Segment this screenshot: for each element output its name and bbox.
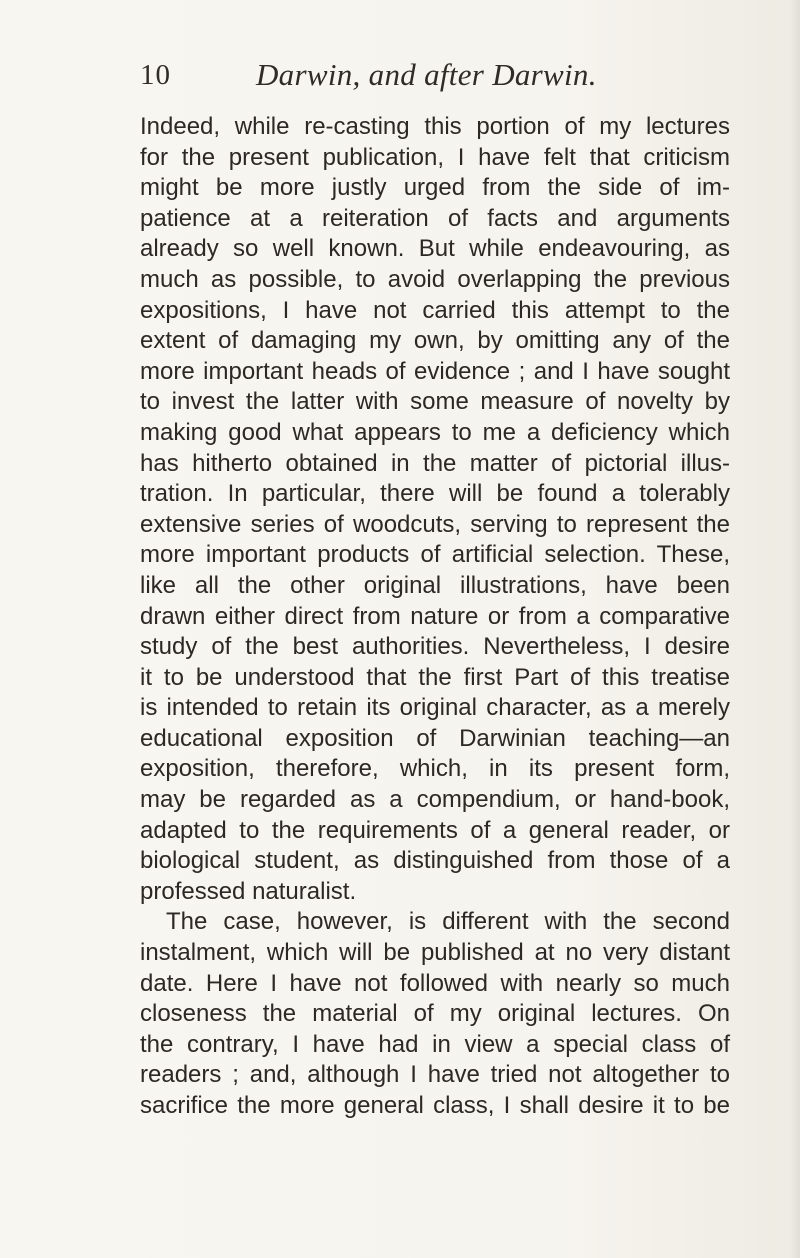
text-line: patience at a reiteration of facts and arguments [140,204,730,232]
text-line: readers ; and, although I have tried not altogether to [140,1061,730,1089]
body-text [140,112,730,1122]
text-line: like all the other original illustrations, have been [140,571,730,599]
text-line: sacrifice the more general class, I shall desire it to be [140,1092,730,1119]
text-line: tration. In particular, there will be found a tolerably [140,480,730,508]
text-line: to invest the latter with some measure of novelty by [140,388,730,416]
text-line: may be regarded as a compendium, or hand-book, [140,786,730,814]
text-line: might be more justly urged from the side of im- [140,174,730,202]
text-line: much as possible, to avoid overlapping the previous [140,265,730,293]
text-line: more important heads of evidence ; and I have sought [140,357,730,385]
page-edge-shadow [790,0,800,1258]
text-line: educational exposition of Darwinian teaching—an [140,724,730,752]
paragraph-start-line: The case, however, is different with the second [166,908,730,936]
text-line: the contrary, I have had in view a special class of [140,1030,730,1058]
running-title: Darwin, and after Darwin. [256,57,597,92]
text-line: adapted to the requirements of a general reader, or [140,816,730,844]
text-line: study of the best authorities. Nevertheless, I desire [140,633,730,661]
text-line: it to be understood that the first Part of this treatise [140,663,730,691]
text-line: closeness the material of my original lectures. On [140,1000,730,1028]
text-line: making good what appears to me a deficiency which [140,418,730,446]
paragraph-end-line: professed naturalist. [140,877,357,905]
text-line: drawn either direct from nature or from a comparative [140,602,730,630]
text-line: date. Here I have not followed with nearly so much [140,969,730,997]
page-number: 10 [140,59,171,91]
text-line: for the present publication, I have felt that criticism [140,143,730,171]
text-line: more important products of artificial selection. These, [140,541,730,569]
text-line: expositions, I have not carried this attempt to the [140,296,730,324]
text-line: already so well known. But while endeavouring, as [140,235,730,263]
text-line: has hitherto obtained in the matter of pictorial illus- [140,449,730,477]
text-line: extent of damaging my own, by omitting any of the [140,327,730,355]
running-head [140,52,730,98]
text-line: instalment, which will be published at no very distant [140,939,730,967]
text-line: is intended to retain its original character, as a merely [140,694,730,722]
text-line: biological student, as distinguished from those of a [140,847,730,875]
text-line: exposition, therefore, which, in its present form, [140,755,730,783]
text-line: Indeed, while re-casting this portion of my lectures [140,113,730,140]
text-line: extensive series of woodcuts, serving to represent the [140,510,730,538]
